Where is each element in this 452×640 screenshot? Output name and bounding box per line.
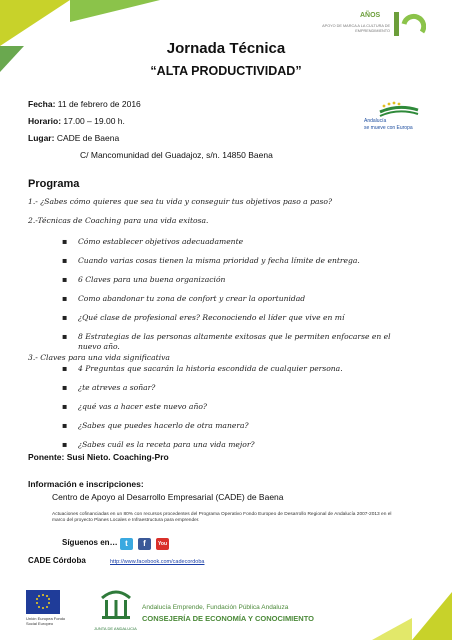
list-item: ▪ Como abandonar tu zona de confort y crear la oportunidad: [56, 294, 406, 304]
list-item: ▪ Cómo establecer objetivos adecuadamente: [56, 237, 406, 247]
list-item: ▪ 6 Claves para una buena organización: [56, 275, 406, 285]
time-label: Horario:: [28, 116, 62, 126]
footer-organization: Andalucía Emprende, Fundación Pública Andaluza: [142, 604, 289, 611]
facebook-icon[interactable]: f: [138, 538, 151, 550]
programa-item-1: 1.- ¿Sabes cómo quieres que sea tu vida y conseguir tus objetivos paso a paso?: [28, 197, 333, 206]
list-item: ▪ 8 Estrategias de las personas altamente exitosas que le permiten enfocarse en el nuevo año.: [56, 332, 406, 352]
eu-caption: Unión Europea Fondo Social Europeo: [26, 616, 66, 626]
address: C/ Mancomunidad del Guadajoz, s/n. 14850 Baena: [80, 150, 273, 160]
programa-heading: Programa: [28, 178, 80, 190]
list-item: ▪ ¿Sabes cuál es la receta para una vida mejor?: [56, 440, 406, 450]
date-label: Fecha:: [28, 99, 56, 109]
page-subtitle: “ALTA PRODUCTIVIDAD”: [150, 64, 302, 78]
programa-item-2: 2.-Técnicas de Coaching para una vida exitosa.: [28, 216, 209, 225]
info-value: Centro de Apoyo al Desarrollo Empresarial (CADE) de Baena: [52, 492, 284, 502]
twitter-icon[interactable]: t: [120, 538, 133, 550]
date-line: [28, 99, 141, 109]
follow-label: Síguenos en…: [62, 538, 118, 547]
list-item: ▪ Cuando varias cosas tienen la misma prioridad y fecha límite de entrega.: [56, 256, 406, 266]
corner-decoration-top: [70, 0, 160, 22]
info-heading: Información e inscripciones:: [28, 479, 144, 489]
footer-ministry: CONSEJERÍA DE ECONOMÍA Y CONOCIMIENTO: [142, 614, 314, 623]
list-item: ▪ ¿Qué clase de profesional eres? Reconociendo el líder que vive en mí: [56, 313, 406, 323]
page-title: Jornada Técnica: [166, 40, 286, 57]
list-item: ▪ ¿te atreves a soñar?: [56, 383, 406, 393]
programa-item-2-list: [56, 237, 406, 361]
date-value: 11 de febrero de 2016: [55, 99, 141, 109]
junta-andalucia-logo: [96, 588, 136, 629]
time-line: [28, 116, 125, 126]
andalucia-line1: Andalucía: [364, 118, 387, 124]
place-line: [28, 133, 119, 143]
fine-print: Actuaciones cofinanciadas en un 80% con recursos procedentes del Programa Operativo Fondo Europeo de Desarrollo Regional de Andalucía 2007-2013 en el marco del proyecto Planes Locales e Infraestructura para emprender.: [52, 512, 392, 523]
programa-item-3: 3.- Claves para una vida significativa: [28, 353, 170, 362]
list-item: ▪ ¿qué vas a hacer este nuevo año?: [56, 402, 406, 412]
anniversary-label: AÑOS: [360, 12, 381, 19]
junta-label: JUNTA DE ANDALUCIA: [94, 626, 137, 631]
corner-decoration-bottom: [372, 618, 412, 640]
time-value: 17.00 – 19.00 h.: [61, 116, 125, 126]
facebook-link[interactable]: http://www.facebook.com/cadecordoba: [110, 559, 205, 565]
anniversary-caption: APOYO DE MARCA A LA CULTURA DE EMPRENDIMIENTO: [322, 24, 390, 33]
cade-label: CADE Córdoba: [28, 556, 86, 565]
speaker: Ponente: Susi Nieto. Coaching-Pro: [28, 452, 169, 462]
eu-flag-icon: [26, 590, 60, 614]
list-item: ▪ ¿Sabes que puedes hacerlo de otra manera?: [56, 421, 406, 431]
corner-decoration-bottom-right: [412, 592, 452, 640]
list-item: ▪ 4 Preguntas que sacarán la historia escondida de cualquier persona.: [56, 364, 406, 374]
programa-item-3-list: [56, 364, 406, 459]
youtube-icon[interactable]: You: [156, 538, 169, 550]
place-label: Lugar:: [28, 133, 55, 143]
andalucia-line2: se mueve con Europa: [364, 125, 413, 131]
place-value: CADE de Baena: [54, 133, 120, 143]
